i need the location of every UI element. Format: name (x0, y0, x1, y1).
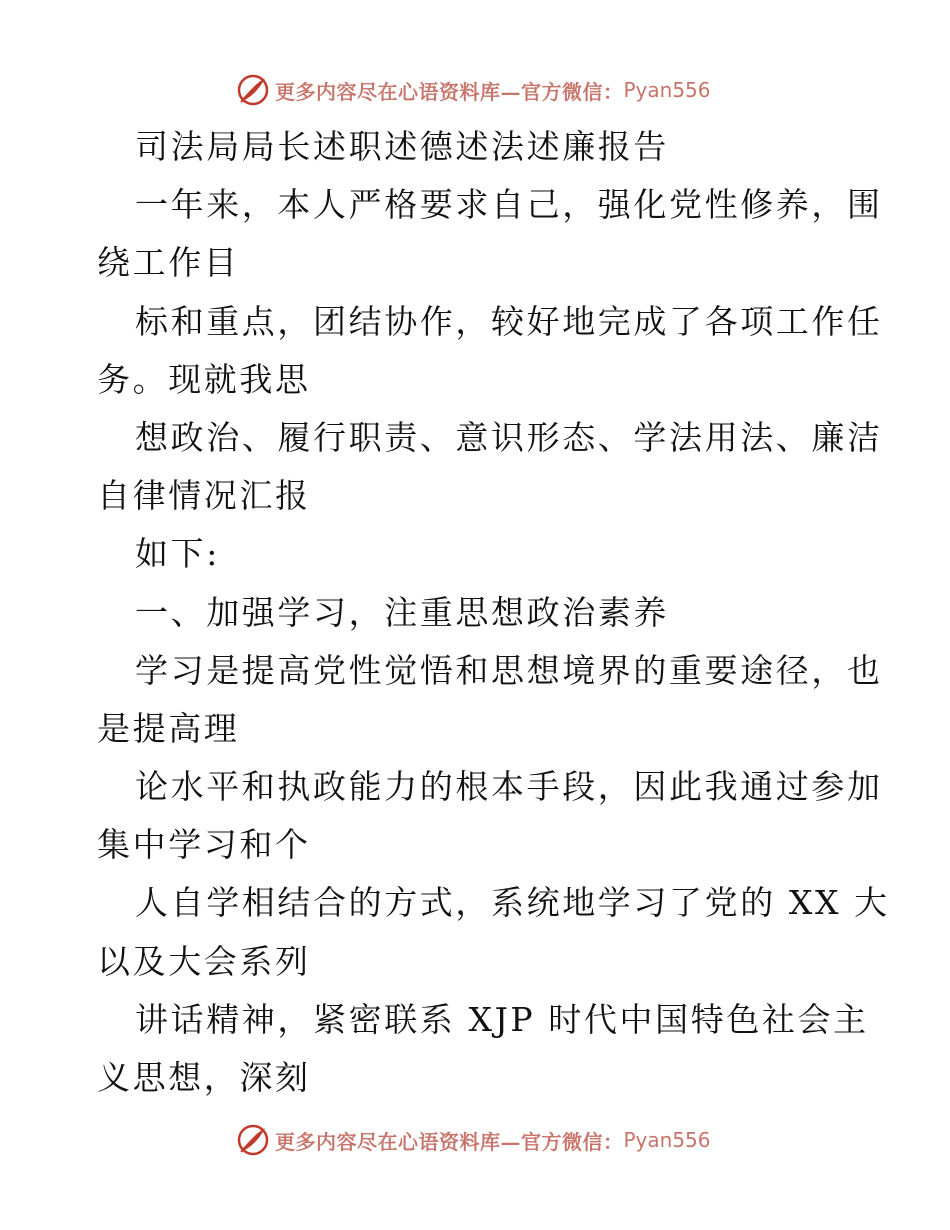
paragraph-line: 如下: (135, 534, 220, 574)
paragraph-line: 务。现就我思 (97, 359, 311, 399)
paragraph-line: 想政治、履行职责、意识形态、学法用法、廉洁 (135, 417, 883, 457)
paragraph-line: 一年来，本人严格要求自己，强化党性修养，围 (135, 185, 883, 225)
header-watermark (235, 72, 711, 108)
footer-watermark (235, 1122, 711, 1158)
paragraph-line: 义思想，深刻 (97, 1058, 311, 1097)
watermark-text: 更多内容尽在心语资料库—官方微信： (275, 79, 624, 104)
paragraph-line: 标和重点，团结协作，较好地完成了各项工作任 (135, 301, 883, 341)
paragraph-line: 论水平和执政能力的根本手段，因此我通过参加 (135, 767, 883, 807)
paragraph-line: 以及大会系列 (97, 941, 311, 981)
document-body (97, 118, 890, 1107)
watermark-text: 更多内容尽在心语资料库—官方微信： (275, 1129, 624, 1154)
paragraph-line: 绕工作目 (97, 243, 240, 283)
paragraph-line: 自律情况汇报 (97, 476, 311, 516)
watermark-wechat-id: Pyan556 (623, 78, 711, 102)
watermark-wechat-id: Pyan556 (623, 1128, 711, 1152)
paragraph-line: 讲话精神，紧密联系 XJP 时代中国特色社会主 (135, 999, 869, 1039)
section-heading: 一、加强学习，注重思想政治素养 (135, 592, 669, 632)
quill-pen-logo-icon (235, 1122, 271, 1158)
paragraph-line: 集中学习和个 (97, 825, 311, 865)
document-title: 司法局局长述职述德述法述廉报告 (135, 127, 669, 166)
paragraph-line: 学习是提高党性觉悟和思想境界的重要途径，也 (135, 650, 883, 690)
paragraph-line: 是提高理 (97, 708, 240, 748)
paragraph-line: 人自学相结合的方式，系统地学习了党的 XX 大 (135, 883, 890, 923)
quill-pen-logo-icon (235, 72, 271, 108)
